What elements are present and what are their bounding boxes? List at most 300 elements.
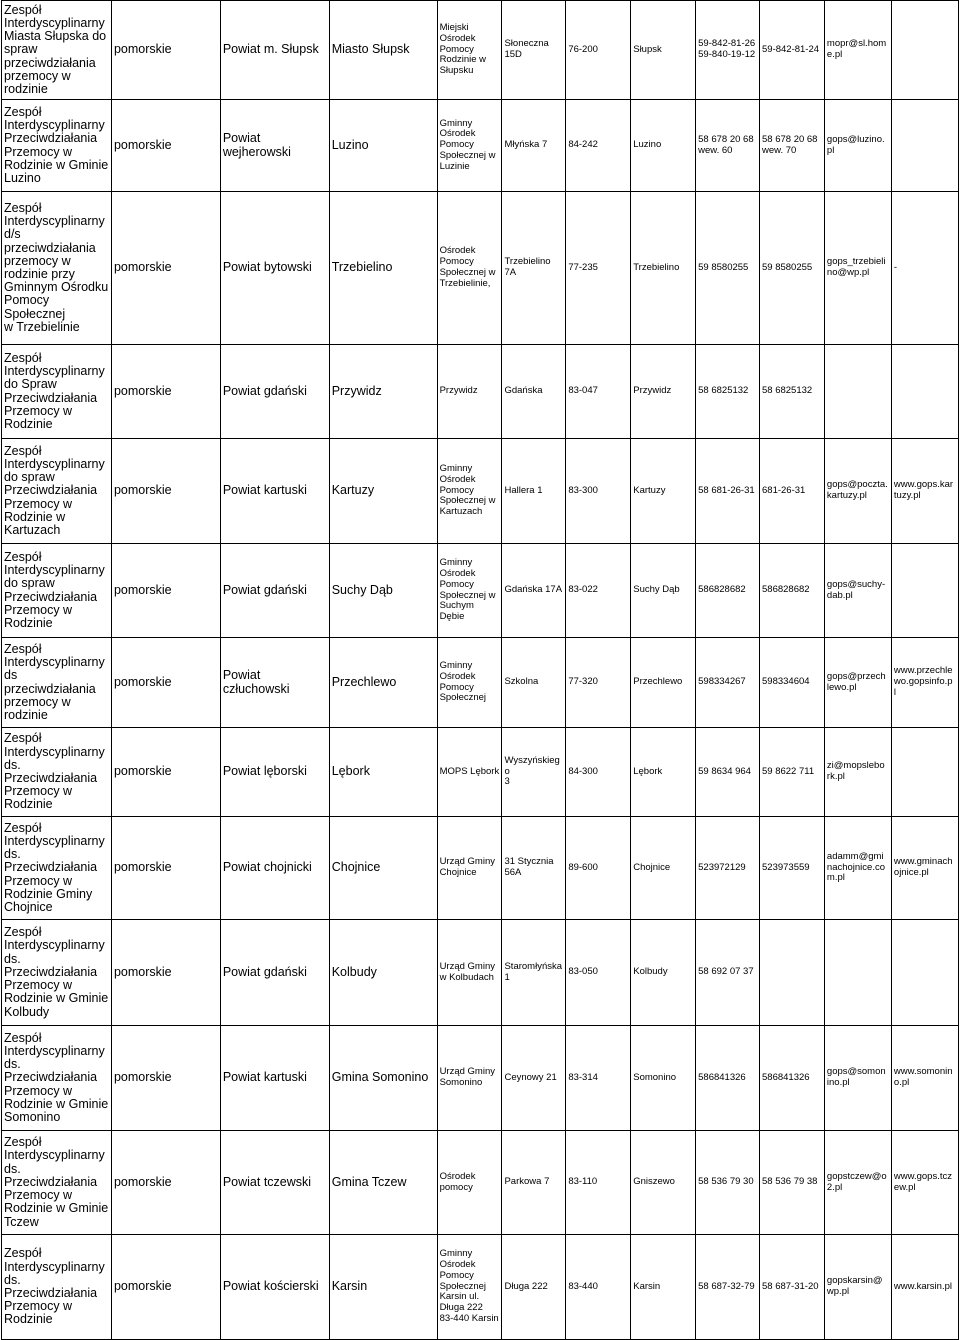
region-cell-text: pomorskie [113, 260, 172, 275]
institution-cell [437, 345, 502, 439]
fax-cell-text: 59 8622 711 [762, 765, 815, 777]
city-cell [631, 544, 696, 638]
city-cell-text: Przywidz [633, 385, 672, 397]
team-name-cell-text: Zespół Interdyscyplinarny ds. Przeciwdziałania Przemocy w Rodzinie [4, 1246, 105, 1327]
county-cell [220, 1026, 329, 1131]
postal-code-cell [566, 439, 631, 544]
city-cell [631, 1235, 696, 1340]
phone-cell [696, 1131, 760, 1235]
institution-cell [437, 1026, 502, 1131]
institution-cell-text: Gminny Ośrodek Pomocy Społecznej [439, 659, 487, 704]
fax-cell [760, 439, 825, 544]
county-cell [220, 728, 329, 817]
table-row [2, 100, 959, 192]
county-cell-text: Powiat chojnicki [222, 860, 312, 875]
region-cell-text: pomorskie [113, 1070, 172, 1085]
region-cell-text: pomorskie [113, 860, 172, 875]
fax-cell-text: 586828682 [762, 584, 810, 596]
street-cell [502, 345, 566, 439]
county-cell [220, 439, 329, 544]
postal-code-cell-text: 89-600 [568, 861, 598, 873]
street-cell [502, 439, 566, 544]
table-row [2, 1131, 959, 1235]
street-cell-text: Wyszyńskiego 3 [504, 754, 560, 788]
institution-cell [437, 544, 502, 638]
postal-code-cell [566, 920, 631, 1026]
team-name-cell-text: Zespół Interdyscyplinarny do spraw Przeciwdziałania Przemocy w Rodzinie [4, 549, 105, 630]
phone-cell-text: 59 8634 964 [698, 765, 751, 777]
commune-cell-text: Karsin [331, 1279, 368, 1294]
postal-code-cell [566, 638, 631, 728]
street-cell-text: Hallera 1 [504, 484, 543, 496]
team-name-cell [2, 1131, 112, 1235]
city-cell-text: Chojnice [633, 861, 671, 873]
city-cell-text: Somonino [633, 1071, 677, 1083]
website-cell [891, 100, 958, 192]
phone-cell-text: 58 536 79 30 [698, 1176, 754, 1188]
fax-cell-text: 58 536 79 38 [762, 1176, 818, 1188]
fax-cell-text: 523973559 [762, 861, 810, 873]
county-cell-text: Powiat m. Słupsk [222, 42, 319, 57]
fax-cell-text: 598334604 [762, 676, 810, 688]
team-name-cell [2, 100, 112, 192]
phone-cell-text: 59 8580255 [698, 261, 749, 273]
team-name-cell [2, 920, 112, 1026]
county-cell [220, 345, 329, 439]
institution-cell [437, 439, 502, 544]
street-cell-text: Długa 222 [504, 1280, 548, 1292]
institution-cell-text: Gminny Ośrodek Pomocy Społecznej w Kartuzach [439, 463, 496, 518]
commune-cell-text: Przechlewo [331, 674, 397, 689]
website-cell [891, 920, 958, 1026]
phone-cell-text: 58 687-32-79 [698, 1280, 755, 1292]
county-cell-text: Powiat bytowski [222, 260, 312, 275]
fax-cell [760, 920, 825, 1026]
street-cell-text: Trzebielino 7A [504, 256, 551, 278]
county-cell [220, 544, 329, 638]
commune-cell [329, 1026, 437, 1131]
region-cell [111, 100, 220, 192]
website-cell [891, 439, 958, 544]
email-cell-text: gops@somon ino.pl [826, 1066, 886, 1088]
institution-cell-text: Urząd Gminy Somonino [439, 1066, 495, 1088]
street-cell [502, 817, 566, 920]
team-name-cell-text: Zespół Interdyscyplinarny ds. Przeciwdziałania Przemocy w Rodzinie w Gminie Somonino [4, 1030, 109, 1124]
city-cell [631, 638, 696, 728]
team-name-cell-text: Zespół Interdyscyplinarny ds przeciwdziałania przemocy w rodzinie [4, 641, 105, 722]
website-cell [891, 817, 958, 920]
team-name-cell-text: Zespół Interdyscyplinarny ds. Przeciwdziałania Przemocy w Rodzinie [4, 731, 105, 812]
phone-cell-text: 586828682 [698, 584, 746, 596]
email-cell-text: gops@suchy- dab.pl [826, 578, 886, 601]
postal-code-cell-text: 84-242 [568, 139, 598, 151]
institution-cell-text: Miejski Ośrodek Pomocy Rodzinie w Słupsku [439, 22, 487, 77]
postal-code-cell-text: 83-047 [568, 385, 598, 397]
city-cell [631, 192, 696, 345]
table-row [2, 638, 959, 728]
commune-cell-text: Miasto Słupsk [331, 42, 410, 57]
fax-cell [760, 817, 825, 920]
email-cell [824, 1026, 891, 1131]
website-cell [891, 1235, 958, 1340]
fax-cell-text: 58 687-31-20 [762, 1280, 819, 1292]
phone-cell-text: 523972129 [698, 861, 746, 873]
city-cell-text: Kartuzy [633, 484, 666, 496]
postal-code-cell [566, 192, 631, 345]
fax-cell [760, 100, 825, 192]
team-name-cell [2, 817, 112, 920]
website-cell [891, 1026, 958, 1131]
email-cell [824, 345, 891, 439]
team-name-cell-text: Zespół Interdyscyplinarny ds. Przeciwdziałania Przemocy w Rodzinie w Gminie Kolbudy [4, 925, 109, 1019]
email-cell-text: zi@mopslebo rk.pl [826, 760, 885, 782]
team-name-cell-text: Zespół Interdyscyplinarny Miasta Słupska do spraw przeciwdziałania przemocy w rodzinie [4, 2, 107, 96]
region-cell-text: pomorskie [113, 383, 172, 398]
city-cell [631, 1026, 696, 1131]
institution-cell-text: Gminny Ośrodek Pomocy Społecznej w Suchym Dębie [439, 557, 496, 623]
region-cell [111, 1235, 220, 1340]
phone-cell [696, 439, 760, 544]
commune-cell [329, 1131, 437, 1235]
street-cell [502, 192, 566, 345]
website-cell-text: www.przechle wo.gopsinfo.p l [893, 665, 953, 698]
website-cell [891, 192, 958, 345]
contact-table [1, 0, 959, 1340]
team-name-cell-text: Zespół Interdyscyplinarny ds. Przeciwdziałania Przemocy w Rodzinie w Gminie Tczew [4, 1135, 109, 1229]
commune-cell [329, 638, 437, 728]
postal-code-cell [566, 817, 631, 920]
commune-cell-text: Chojnice [331, 860, 381, 875]
postal-code-cell-text: 77-235 [568, 261, 598, 273]
table-body [2, 1, 959, 1340]
city-cell [631, 817, 696, 920]
table-row [2, 1, 959, 100]
institution-cell [437, 920, 502, 1026]
region-cell-text: pomorskie [113, 483, 172, 498]
fax-cell [760, 1, 825, 100]
street-cell-text: Parkowa 7 [504, 1176, 550, 1188]
county-cell [220, 817, 329, 920]
team-name-cell [2, 1026, 112, 1131]
team-name-cell [2, 345, 112, 439]
region-cell [111, 345, 220, 439]
institution-cell-text: Przywidz [439, 385, 478, 397]
commune-cell-text: Lębork [331, 764, 370, 779]
phone-cell [696, 1235, 760, 1340]
commune-cell [329, 1, 437, 100]
region-cell-text: pomorskie [113, 1174, 172, 1189]
website-cell [891, 638, 958, 728]
institution-cell [437, 1, 502, 100]
website-cell [891, 544, 958, 638]
phone-cell [696, 192, 760, 345]
county-cell-text: Powiat wejherowski [222, 131, 291, 159]
street-cell-text: Gdańska [504, 385, 543, 397]
city-cell [631, 728, 696, 817]
team-name-cell [2, 1, 112, 100]
county-cell-text: Powiat kościerski [222, 1279, 319, 1294]
email-cell [824, 817, 891, 920]
table-row [2, 920, 959, 1026]
postal-code-cell [566, 1131, 631, 1235]
email-cell-text: gops@przech lewo.pl [826, 670, 886, 693]
website-cell [891, 728, 958, 817]
institution-cell-text: MOPS Lębork [439, 765, 500, 777]
institution-cell [437, 1131, 502, 1235]
commune-cell [329, 439, 437, 544]
website-cell [891, 345, 958, 439]
county-cell-text: Powiat gdański [222, 383, 307, 398]
table-row [2, 544, 959, 638]
commune-cell-text: Gmina Somonino [331, 1070, 429, 1085]
website-cell-text: www.gops.kar tuzy.pl [893, 479, 954, 501]
street-cell-text: 31 Stycznia 56A [504, 856, 554, 878]
street-cell-text: Ceynowy 21 [504, 1071, 557, 1083]
street-cell [502, 1235, 566, 1340]
email-cell-text: gops_trzebieli no@wp.pl [826, 256, 886, 278]
email-cell-text: adamm@gmi nachojnice.co m.pl [826, 850, 886, 884]
county-cell-text: Powiat kartuski [222, 483, 307, 498]
phone-cell-text: 59-842-81-26 59-840-19-12 [698, 38, 756, 60]
phone-cell [696, 920, 760, 1026]
team-name-cell [2, 192, 112, 345]
county-cell-text: Powiat lęborski [222, 764, 307, 779]
institution-cell [437, 817, 502, 920]
website-cell [891, 1131, 958, 1235]
email-cell [824, 920, 891, 1026]
team-name-cell [2, 1235, 112, 1340]
institution-cell [437, 100, 502, 192]
table-row [2, 439, 959, 544]
table-row [2, 1026, 959, 1131]
email-cell [824, 544, 891, 638]
email-cell [824, 1235, 891, 1340]
postal-code-cell [566, 100, 631, 192]
email-cell [824, 439, 891, 544]
website-cell-text: www.somonin o.pl [893, 1066, 953, 1088]
street-cell-text: Młyńska 7 [504, 139, 548, 151]
commune-cell [329, 345, 437, 439]
commune-cell-text: Przywidz [331, 383, 382, 398]
phone-cell [696, 345, 760, 439]
city-cell [631, 345, 696, 439]
commune-cell-text: Gmina Tczew [331, 1174, 407, 1189]
institution-cell [437, 728, 502, 817]
postal-code-cell-text: 77-320 [568, 676, 598, 688]
commune-cell-text: Kolbudy [331, 964, 377, 979]
county-cell-text: Powiat kartuski [222, 1070, 307, 1085]
city-cell-text: Kolbudy [633, 966, 668, 978]
region-cell [111, 192, 220, 345]
website-cell-text: - [893, 261, 898, 273]
region-cell [111, 638, 220, 728]
commune-cell [329, 100, 437, 192]
phone-cell [696, 817, 760, 920]
region-cell [111, 1, 220, 100]
fax-cell [760, 638, 825, 728]
phone-cell [696, 638, 760, 728]
fax-cell [760, 192, 825, 345]
commune-cell [329, 920, 437, 1026]
institution-cell-text: Gminny Ośrodek Pomocy Społecznej Karsin ul. Długa 222 83-440 Karsin [439, 1248, 499, 1324]
city-cell-text: Gniszewo [633, 1176, 675, 1188]
city-cell-text: Słupsk [633, 43, 662, 55]
region-cell-text: pomorskie [113, 137, 172, 152]
team-name-cell [2, 728, 112, 817]
city-cell-text: Luzino [633, 139, 662, 151]
city-cell-text: Karsin [633, 1280, 661, 1292]
commune-cell [329, 728, 437, 817]
table-row [2, 1235, 959, 1340]
city-cell-text: Suchy Dąb [633, 584, 680, 596]
postal-code-cell-text: 83-314 [568, 1071, 598, 1083]
postal-code-cell-text: 83-050 [568, 966, 598, 978]
phone-cell-text: 58 6825132 [698, 385, 749, 397]
team-name-cell-text: Zespół Interdyscyplinarny d/s przeciwdziałania przemocy w rodzinie przy Gminnym Ośrodku Pomocy Społecznej w Trzebielinie [4, 200, 109, 334]
postal-code-cell-text: 83-300 [568, 484, 598, 496]
phone-cell [696, 544, 760, 638]
phone-cell [696, 1, 760, 100]
region-cell-text: pomorskie [113, 1279, 172, 1294]
institution-cell-text: Urząd Gminy w Kolbudach [439, 960, 495, 983]
institution-cell-text: Ośrodek pomocy [439, 1170, 476, 1193]
email-cell [824, 638, 891, 728]
postal-code-cell [566, 1026, 631, 1131]
city-cell-text: Trzebielino [633, 261, 680, 273]
postal-code-cell-text: 83-440 [568, 1280, 598, 1292]
email-cell-text: mopr@sl.hom e.pl [826, 38, 887, 60]
email-cell [824, 100, 891, 192]
institution-cell [437, 192, 502, 345]
street-cell-text: Gdańska 17A [504, 584, 563, 596]
commune-cell-text: Trzebielino [331, 260, 393, 275]
website-cell-text: www.karsin.pl [893, 1280, 952, 1292]
postal-code-cell-text: 83-022 [568, 584, 598, 596]
email-cell [824, 192, 891, 345]
email-cell [824, 1131, 891, 1235]
institution-cell-text: Ośrodek Pomocy Społecznej w Trzebielinie, [439, 245, 496, 289]
street-cell [502, 728, 566, 817]
street-cell [502, 544, 566, 638]
website-cell-text: www.gminach ojnice.pl [893, 856, 953, 878]
email-cell-text: gopskarsin@ wp.pl [826, 1275, 883, 1297]
street-cell [502, 100, 566, 192]
phone-cell [696, 1026, 760, 1131]
postal-code-cell [566, 1235, 631, 1340]
region-cell-text: pomorskie [113, 582, 172, 597]
city-cell [631, 1131, 696, 1235]
street-cell [502, 1131, 566, 1235]
phone-cell-text: 598334267 [698, 676, 746, 688]
commune-cell-text: Luzino [331, 137, 369, 152]
team-name-cell-text: Zespół Interdyscyplinarny ds. Przeciwdziałania Przemocy w Rodzinie Gminy Chojnice [4, 820, 105, 914]
city-cell [631, 1, 696, 100]
commune-cell [329, 1235, 437, 1340]
region-cell [111, 1026, 220, 1131]
team-name-cell-text: Zespół Interdyscyplinarny do Spraw Przeciwdziałania Przemocy w Rodzinie [4, 350, 105, 431]
phone-cell-text: 58 678 20 68 wew. 60 [698, 133, 754, 156]
fax-cell [760, 544, 825, 638]
fax-cell [760, 1235, 825, 1340]
table-row [2, 817, 959, 920]
street-cell-text: Szkolna [504, 676, 539, 688]
fax-cell [760, 345, 825, 439]
postal-code-cell-text: 84-300 [568, 765, 598, 777]
table-row [2, 345, 959, 439]
website-cell-text: www.gops.tcz ew.pl [893, 1170, 952, 1193]
commune-cell [329, 544, 437, 638]
team-name-cell [2, 439, 112, 544]
commune-cell [329, 817, 437, 920]
fax-cell-text: 58 678 20 68 wew. 70 [762, 133, 818, 156]
fax-cell [760, 1026, 825, 1131]
postal-code-cell-text: 83-110 [568, 1176, 598, 1188]
fax-cell-text: 59 8580255 [762, 261, 813, 273]
fax-cell-text: 59-842-81-24 [762, 43, 820, 55]
phone-cell-text: 586841326 [698, 1071, 746, 1083]
institution-cell-text: Gminny Ośrodek Pomocy Społecznej w Luzinie [439, 117, 496, 172]
fax-cell-text: 681-26-31 [762, 484, 806, 496]
email-cell-text: gopstczew@o 2.pl [826, 1170, 887, 1193]
institution-cell-text: Urząd Gminy Chojnice [439, 856, 495, 878]
city-cell [631, 439, 696, 544]
county-cell [220, 192, 329, 345]
county-cell [220, 1131, 329, 1235]
street-cell [502, 1026, 566, 1131]
county-cell [220, 100, 329, 192]
institution-cell [437, 638, 502, 728]
institution-cell [437, 1235, 502, 1340]
city-cell-text: Lębork [633, 765, 663, 777]
commune-cell-text: Kartuzy [331, 483, 375, 498]
email-cell-text: gops@poczta. kartuzy.pl [826, 479, 888, 501]
team-name-cell [2, 638, 112, 728]
team-name-cell-text: Zespół Interdyscyplinarny do spraw Przeciwdziałania Przemocy w Rodzinie w Kartuzach [4, 443, 105, 537]
region-cell-text: pomorskie [113, 764, 172, 779]
postal-code-cell-text: 76-200 [568, 43, 598, 55]
region-cell-text: pomorskie [113, 674, 172, 689]
commune-cell-text: Suchy Dąb [331, 582, 393, 597]
county-cell [220, 638, 329, 728]
city-cell-text: Przechlewo [633, 676, 683, 688]
city-cell [631, 920, 696, 1026]
county-cell [220, 1, 329, 100]
phone-cell [696, 100, 760, 192]
county-cell [220, 920, 329, 1026]
county-cell-text: Powiat tczewski [222, 1174, 312, 1189]
table-row [2, 728, 959, 817]
region-cell [111, 920, 220, 1026]
city-cell [631, 100, 696, 192]
region-cell [111, 728, 220, 817]
phone-cell-text: 58 681-26-31 [698, 484, 755, 496]
postal-code-cell [566, 1, 631, 100]
email-cell-text: gops@luzino. pl [826, 133, 885, 156]
phone-cell-text: 58 692 07 37 [698, 966, 754, 978]
postal-code-cell [566, 345, 631, 439]
fax-cell-text: 58 6825132 [762, 385, 813, 397]
county-cell-text: Powiat gdański [222, 582, 307, 597]
region-cell-text: pomorskie [113, 964, 172, 979]
fax-cell-text: 586841326 [762, 1071, 810, 1083]
email-cell [824, 728, 891, 817]
phone-cell [696, 728, 760, 817]
street-cell [502, 1, 566, 100]
street-cell-text: Słoneczna 15D [504, 38, 549, 60]
county-cell [220, 1235, 329, 1340]
website-cell [891, 1, 958, 100]
region-cell-text: pomorskie [113, 42, 172, 57]
